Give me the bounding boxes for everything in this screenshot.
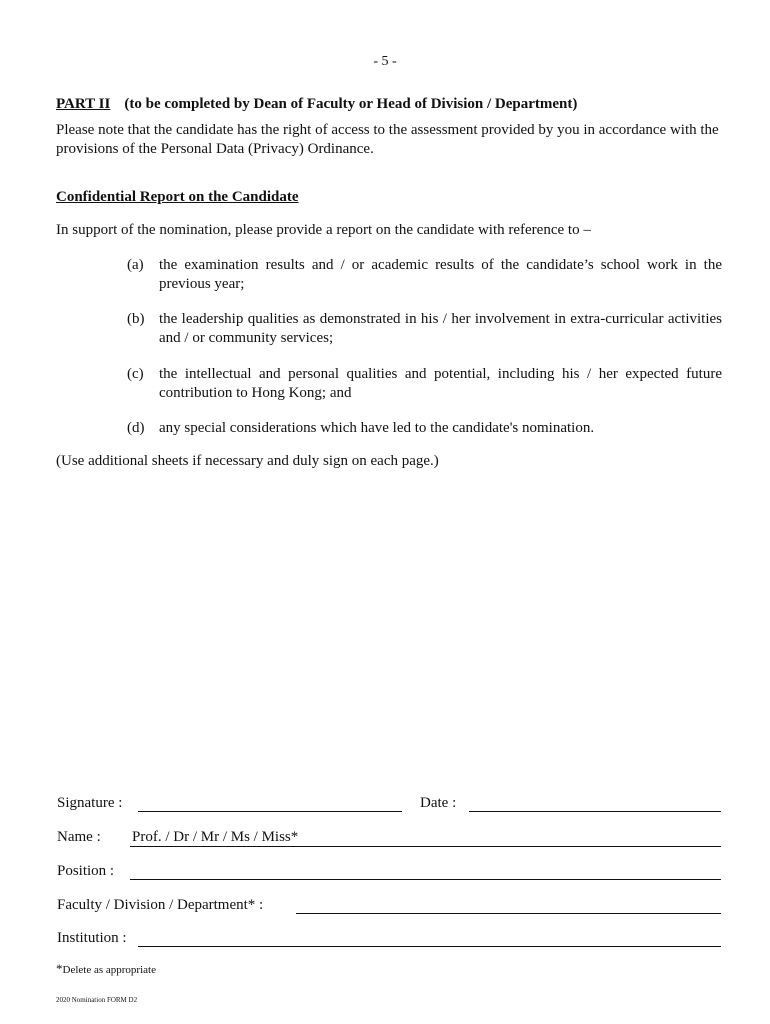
list-item-text: any special considerations which have led to the candidate's nomination.: [159, 420, 595, 436]
list-item: [127, 256, 722, 294]
section-title: Confidential Report on the Candidate: [56, 189, 299, 205]
privacy-note: Please note that the candidate has the right of access to the assessment provided by you in accordance with the provisions of the Personal Data (Privacy) Ordinance.: [56, 122, 719, 157]
list-item-text: the leadership qualities as demonstrated in his / her involvement in extra-curricular activities and / or community services;: [159, 311, 722, 346]
institution-field[interactable]: [138, 946, 721, 947]
name-title-options: Prof. / Dr / Mr / Ms / Miss*: [132, 829, 299, 845]
signature-field[interactable]: [138, 811, 402, 812]
name-field[interactable]: [130, 846, 721, 847]
list-item: [127, 419, 722, 438]
faculty-label: Faculty / Division / Department* :: [57, 897, 264, 913]
list-item: [127, 365, 722, 403]
list-item-marker: (c): [127, 366, 144, 382]
footnote-text: Delete as appropriate: [62, 964, 156, 976]
footnote: [56, 961, 156, 977]
list-item-marker: (b): [127, 311, 145, 327]
additional-sheets-note: (Use additional sheets if necessary and duly sign on each page.): [56, 453, 439, 469]
position-field[interactable]: [130, 879, 721, 880]
footnote-star: *: [56, 961, 63, 976]
date-label: Date :: [420, 795, 457, 811]
part-label: PART II: [56, 96, 111, 112]
form-id: 2020 Nomination FORM D2: [56, 996, 138, 1004]
position-label: Position :: [57, 863, 115, 879]
signature-label: Signature :: [57, 795, 123, 811]
name-label: Name :: [57, 829, 101, 845]
faculty-field[interactable]: [296, 913, 721, 914]
list-item: [127, 310, 722, 348]
institution-label: Institution :: [57, 930, 127, 946]
part-heading: [56, 96, 577, 113]
date-field[interactable]: [469, 811, 721, 812]
list-item-text: the examination results and / or academic results of the candidate’s school work in the previous year;: [159, 257, 722, 292]
part-description: (to be completed by Dean of Faculty or Head of Division / Department): [124, 96, 578, 112]
list-item-marker: (d): [127, 420, 145, 436]
list-item-marker: (a): [127, 257, 144, 273]
intro-text: In support of the nomination, please provide a report on the candidate with reference to –: [56, 222, 591, 238]
page-number: - 5 -: [373, 54, 397, 69]
list-item-text: the intellectual and personal qualities and potential, including his / her expected future contribution to Hong Kong; and: [159, 366, 722, 401]
